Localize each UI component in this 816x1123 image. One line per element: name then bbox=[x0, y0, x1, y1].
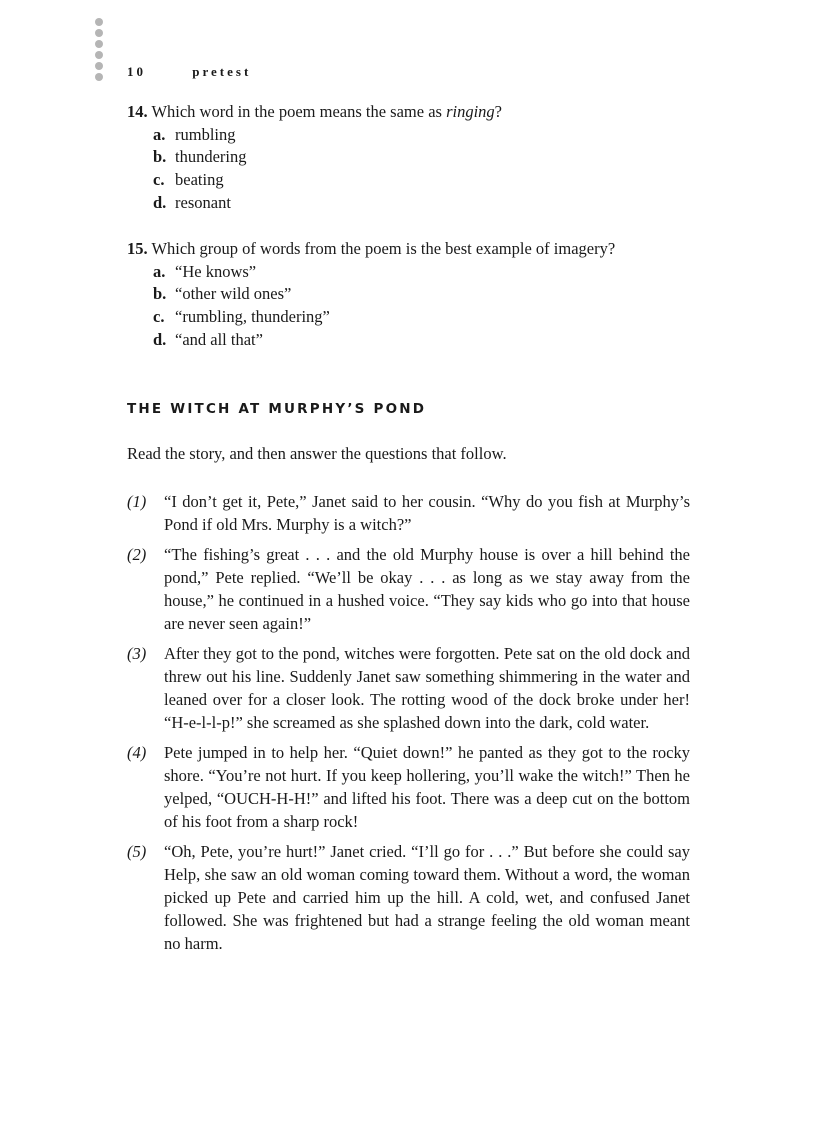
choice-letter: a. bbox=[153, 261, 166, 281]
question-number: 14. bbox=[127, 102, 148, 121]
paragraph bbox=[127, 642, 690, 734]
paragraph-text: “The fishing’s great . . . and the old Murphy house is over a hill behind the pond,” Pete replied. “We’ll be okay . . . as long as we stay away from the house,” he continued in a hushed voice. “They say kids who go into that house are never seen again!” bbox=[164, 545, 690, 633]
dot-icon bbox=[95, 40, 103, 48]
paragraph-number: (4) bbox=[127, 743, 147, 762]
question-stem bbox=[127, 238, 615, 261]
story-title: THE WITCH AT MURPHY’S POND bbox=[127, 401, 427, 417]
choice-letter: b. bbox=[153, 284, 167, 304]
dot-icon bbox=[95, 51, 103, 59]
paragraph bbox=[127, 741, 690, 833]
section-name: pretest bbox=[192, 64, 252, 79]
choice-letter: b. bbox=[153, 147, 167, 167]
running-head bbox=[127, 64, 251, 80]
choice-text: “He knows” bbox=[175, 261, 257, 281]
paragraph bbox=[127, 490, 690, 536]
choice-text: thundering bbox=[175, 147, 247, 167]
choice-text: “rumbling, thundering” bbox=[175, 307, 330, 327]
question-14 bbox=[127, 101, 502, 215]
story-passage bbox=[127, 490, 690, 962]
question-text: Which word in the poem means the same as bbox=[151, 102, 447, 121]
story-instructions: Read the story, and then answer the questions that follow. bbox=[127, 444, 507, 463]
question-15 bbox=[127, 238, 615, 352]
answer-choice bbox=[127, 192, 502, 215]
choice-text: “other wild ones” bbox=[175, 284, 292, 304]
dot-icon bbox=[95, 29, 103, 37]
choice-text: resonant bbox=[175, 192, 231, 212]
paragraph-number: (1) bbox=[127, 492, 147, 511]
decorative-dots bbox=[95, 18, 105, 84]
answer-choice bbox=[127, 306, 615, 329]
paragraph-number: (2) bbox=[127, 545, 147, 564]
paragraph-text: “I don’t get it, Pete,” Janet said to her cousin. “Why do you fish at Murphy’s Pond if old Mrs. Murphy is a witch?” bbox=[164, 492, 690, 534]
choice-letter: c. bbox=[153, 170, 165, 190]
paragraph bbox=[127, 840, 690, 955]
answer-choice bbox=[127, 146, 502, 169]
paragraph-text: After they got to the pond, witches were forgotten. Pete sat on the old dock and threw out his line. Suddenly Janet saw something shimmering in the water and leaned over for a closer look. The rotting wood of the dock broke under her! “H-e-l-l-p!” she screamed as she splashed down into the dark, cold water. bbox=[164, 644, 690, 732]
question-number: 15. bbox=[127, 239, 148, 258]
question-text: Which group of words from the poem is the best example of imagery? bbox=[151, 239, 616, 258]
answer-choice bbox=[127, 329, 615, 352]
choice-letter: c. bbox=[153, 307, 165, 327]
page-number: 10 bbox=[127, 64, 146, 79]
dot-icon bbox=[95, 18, 103, 26]
choice-text: beating bbox=[175, 170, 224, 190]
dot-icon bbox=[95, 73, 103, 81]
question-emphasis: ringing bbox=[446, 102, 495, 121]
answer-choice bbox=[127, 124, 502, 147]
answer-choice bbox=[127, 169, 502, 192]
paragraph bbox=[127, 543, 690, 635]
choice-letter: d. bbox=[153, 329, 167, 349]
choice-letter: d. bbox=[153, 192, 167, 212]
choice-letter: a. bbox=[153, 124, 166, 144]
paragraph-text: Pete jumped in to help her. “Quiet down!” he panted as they got to the rocky shore. “You’re not hurt. If you keep hollering, you’ll wake the witch!” Then he yelped, “OUCH-H-H!” and lifted his foot. There was a deep cut on the bottom of his foot from a sharp rock! bbox=[164, 743, 690, 831]
choice-text: rumbling bbox=[175, 124, 236, 144]
question-stem bbox=[127, 101, 502, 124]
paragraph-text: “Oh, Pete, you’re hurt!” Janet cried. “I’ll go for . . .” But before she could say Help, she saw an old woman coming toward them. Without a word, the woman picked up Pete and carried him up the hill. A cold, wet, and confused Janet followed. She was frightened but had a strange feeling the old woman meant no harm. bbox=[164, 842, 690, 953]
paragraph-number: (3) bbox=[127, 644, 147, 663]
paragraph-number: (5) bbox=[127, 842, 147, 861]
choice-text: “and all that” bbox=[175, 329, 263, 349]
answer-choice bbox=[127, 261, 615, 284]
question-text-end: ? bbox=[494, 102, 502, 121]
answer-choice bbox=[127, 283, 615, 306]
dot-icon bbox=[95, 62, 103, 70]
